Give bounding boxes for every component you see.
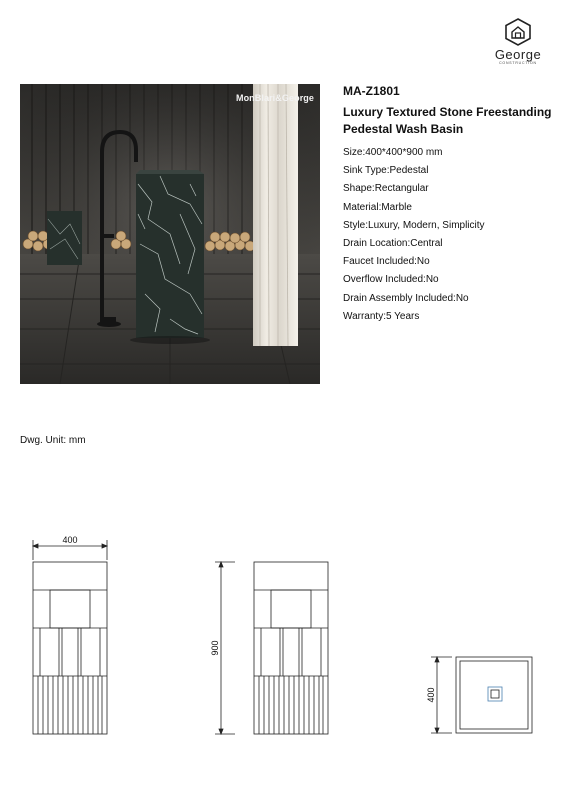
spec-drain-assembly: Drain Assembly Included:No [343, 292, 469, 304]
top-view [431, 657, 532, 733]
product-title-line2: Pedestal Wash Basin [343, 122, 464, 136]
logo-brand-text: George [494, 47, 542, 62]
spec-style: Style:Luxury, Modern, Simplicity [343, 219, 485, 231]
top-depth-label: 400 [426, 687, 436, 703]
spec-material: Material:Marble [343, 201, 412, 213]
photo-watermark: MonBlari&George [235, 93, 314, 103]
drawing-unit-label: Dwg. Unit: mm [20, 435, 86, 446]
spec-overflow: Overflow Included:No [343, 274, 439, 286]
side-height-label: 900 [210, 640, 220, 656]
product-title-line1: Luxury Textured Stone Freestanding [343, 105, 552, 119]
model-number: MA-Z1801 [343, 84, 400, 98]
side-view [215, 562, 328, 734]
spec-warranty: Warranty:5 Years [343, 310, 420, 322]
spec-sink-type: Sink Type:Pedestal [343, 165, 429, 177]
spec-drain-location: Drain Location:Central [343, 238, 443, 250]
spec-shape: Shape:Rectangular [343, 183, 429, 195]
front-view [33, 540, 107, 734]
logo-sub-text: CONSTRUCTION [499, 61, 537, 65]
front-width-label: 400 [62, 535, 78, 545]
spec-size: Size:400*400*900 mm [343, 147, 443, 158]
spec-faucet: Faucet Included:No [343, 256, 430, 268]
